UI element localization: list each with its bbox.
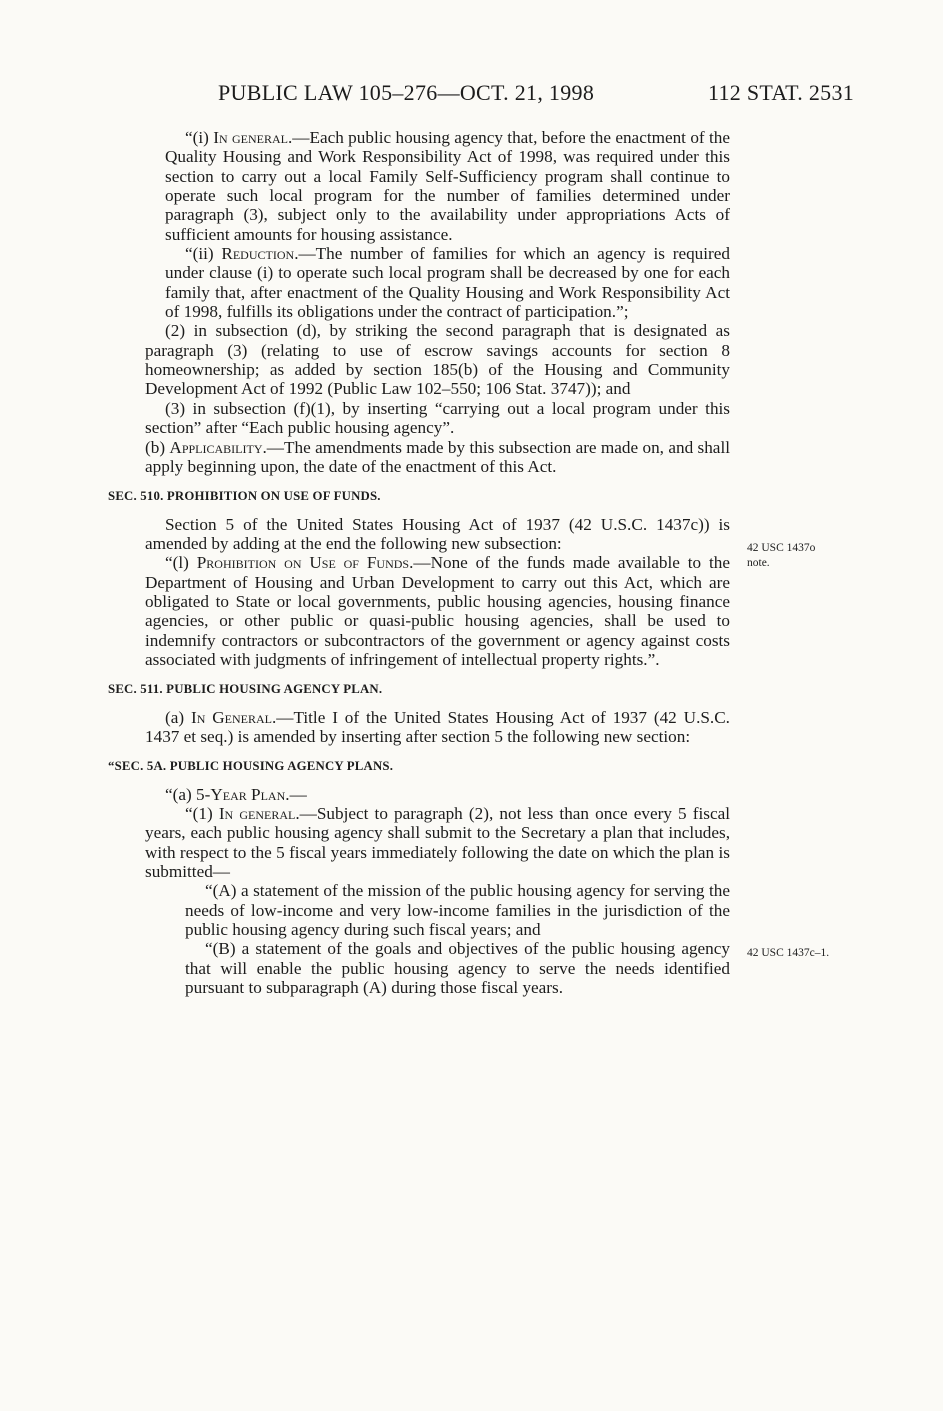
clause-ii-reduction: “(ii) Reduction.—The number of families for which an agency is required under clause (i) to operate such local program shall be decreased by one for each family that, after enactment of the Quality Housing and Work Responsibility Act of 1998, fulfills its obligations under the contract of participation.”;: [165, 244, 730, 322]
clause-heading: Reduction: [221, 244, 295, 264]
subparagraph-b-goals: “(B) a statement of the goals and objectives of the public housing agency that will enable the public housing agency to serve the needs identified pursuant to subparagraph (A) during those fiscal years.: [185, 939, 730, 998]
subsection-b-applicability: (b) Applicability.—The amendments made by this subsection are made on, and shall apply beginning upon, the date of the enactment of this Act.: [145, 437, 730, 476]
running-header: [0, 80, 943, 110]
statute-page-number: 112 STAT. 2531: [708, 80, 855, 105]
margin-note-1437o: 42 USC 1437o note.: [747, 542, 816, 569]
subsection-heading: In General: [190, 707, 272, 727]
subsection-a-in-general: (a) In General.—Title I of the United States Housing Act of 1937 (42 U.S.C. 1437 et seq.) is amended by inserting after section 5 the following new section:: [145, 707, 730, 746]
subparagraph-a-mission: “(A) a statement of the mission of the public housing agency for serving the needs of low-income and very low-income families in the jurisdiction of the public housing agency during such fiscal years; and: [185, 881, 730, 940]
section-5a-heading: “SEC. 5A. PUBLIC HOUSING AGENCY PLANS.: [108, 759, 394, 774]
public-law-citation: PUBLIC LAW 105–276—OCT. 21, 1998: [218, 80, 595, 105]
subsection-l-prohibition: “(l) Prohibition on Use of Funds.—None of the funds made available to the Department of Housing and Urban Development to carry out this Act, which are obligated to State or local governments, public housing agencies, housing finance agencies, or other public or quasi-public housing agencies, shall be used to indemnify contractors or subcontractors of the government or agency against costs associated with judgments of infringement of intellectual property rights.”.: [145, 553, 730, 669]
subsection-heading: 5-Year Plan: [196, 784, 286, 804]
statute-body: [108, 128, 731, 998]
section-510-text: Section 5 of the United States Housing Act of 1937 (42 U.S.C. 1437c)) is amended by adding at the end the following new subsection:: [145, 514, 730, 553]
subsection-heading: Prohibition on Use of Funds: [196, 553, 410, 573]
clause-heading: In general: [213, 128, 288, 147]
clause-i-general: “(i) In general.—Each public housing agency that, before the enactment of the Quality Housing and Work Responsibility Act of 1998, was required under this section to carry out a local Family Self-Sufficiency program shall continue to operate such local program for the number of families determined under paragraph (3), subject only to the availability under appropriations Acts of sufficient amounts for housing assistance.: [165, 128, 730, 244]
section-510-heading: SEC. 510. PROHIBITION ON USE OF FUNDS.: [108, 489, 381, 504]
paragraph-1-in-general: “(1) In general.—Subject to paragraph (2), not less than once every 5 fiscal years, each public housing agency shall submit to the Secretary a plan that includes, with respect to the 5 fiscal years immediately following the date on which the plan is submitted—: [145, 804, 731, 882]
paragraph-3-subsection-f: (3) in subsection (f)(1), by inserting “carrying out a local program under this section” after “Each public housing agency”.: [145, 398, 730, 438]
section-511-heading: SEC. 511. PUBLIC HOUSING AGENCY PLAN.: [108, 682, 383, 697]
paragraph-heading: In general: [218, 804, 296, 823]
paragraph-2-subsection-d: (2) in subsection (d), by striking the second paragraph that is designated as paragraph (3) (relating to use of escrow savings accounts for section 8 homeownership; as added by section 185(b) of the Housing and Community Development Act of 1992 (Public Law 102–550; 106 Stat. 3747)); and: [145, 321, 730, 399]
margin-note-1437c-1: 42 USC 1437c–1.: [747, 947, 830, 959]
subsection-heading: Applicability: [169, 437, 263, 457]
subsection-a-5-year-plan: “(a) 5-Year Plan.—: [165, 784, 307, 804]
